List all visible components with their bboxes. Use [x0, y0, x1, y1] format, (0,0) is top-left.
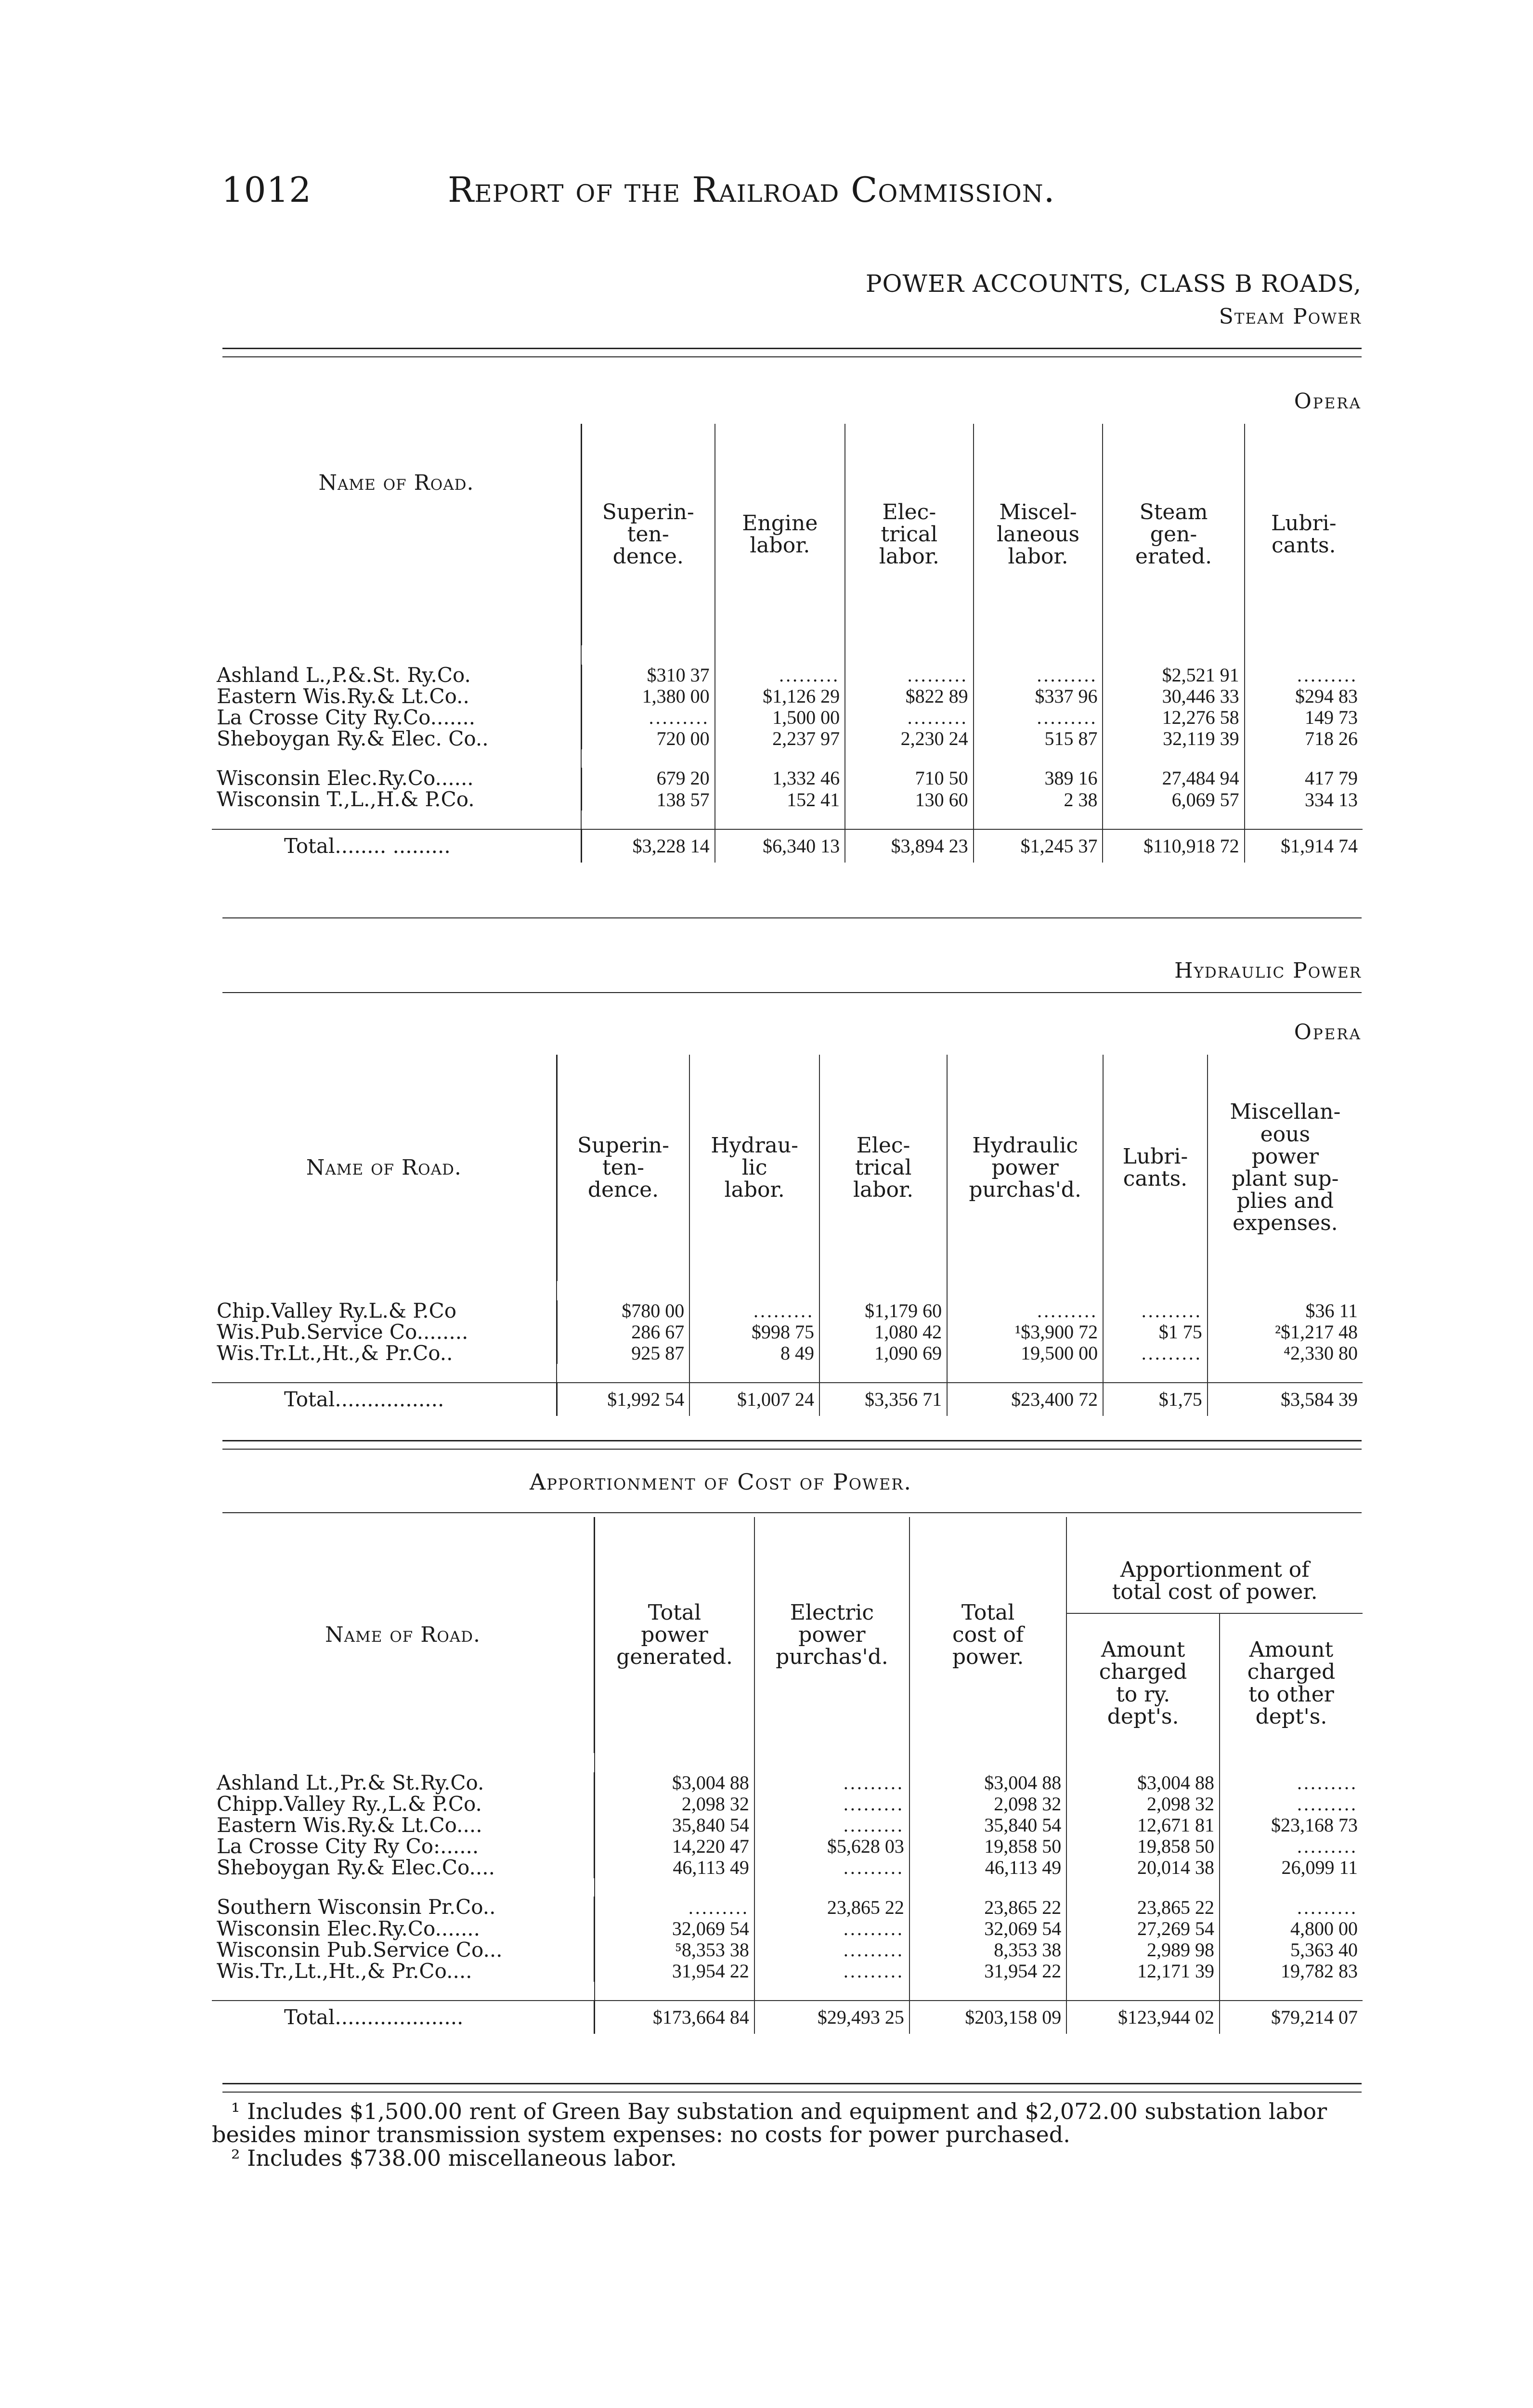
table-row — [212, 1815, 1363, 1836]
table-row — [212, 1961, 1363, 1982]
value-cell: $5,628 03 — [754, 1836, 909, 1857]
value-cell: 32,119 39 — [1103, 728, 1244, 749]
empty-cell: ......... — [754, 1961, 909, 1982]
value-cell: 152 41 — [715, 789, 845, 810]
app-col-total-cost: Total cost of power. — [909, 1517, 1066, 1753]
apportionment-title: Apportionment of Cost of Power. — [530, 1469, 912, 1495]
footnote-1: ¹ Includes $1,500.00 rent of Green Bay substation and equipment and $2,072.00 substation labor besides minor transmission system expenses: no costs for power purchased. — [212, 2098, 1327, 2148]
rule-bottom-apportionment-1 — [222, 2083, 1362, 2084]
value-cell: 31,954 22 — [909, 1961, 1066, 1982]
hydraulic-col-superintendence: Superin- ten- dence. — [557, 1055, 689, 1281]
steam-col-superintendence: Superin- ten- dence. — [581, 424, 715, 645]
value-cell: 8,353 38 — [909, 1939, 1066, 1961]
empty-cell: ......... — [845, 665, 974, 686]
empty-cell: ......... — [754, 1815, 909, 1836]
table-row — [212, 1300, 1363, 1322]
total-label: Total........ ......... — [212, 829, 581, 863]
total-value: $1,914 74 — [1245, 829, 1363, 863]
hydraulic-col-hydraulic-labor: Hydrau- lic labor. — [689, 1055, 819, 1281]
empty-cell: ......... — [754, 1772, 909, 1793]
total-value: $3,894 23 — [845, 829, 974, 863]
value-cell: 12,171 39 — [1066, 1961, 1220, 1982]
empty-cell: ......... — [581, 707, 715, 728]
empty-cell: ......... — [689, 1300, 819, 1322]
total-value: $1,007 24 — [689, 1383, 819, 1416]
value-cell: 925 87 — [557, 1343, 689, 1364]
road-name: Wis.Pub.Service Co........ — [217, 1320, 468, 1344]
value-cell: 30,446 33 — [1103, 686, 1244, 707]
rule-bottom-hydraulic-1 — [222, 1440, 1362, 1441]
hydraulic-power-table — [212, 1055, 1363, 1416]
steam-spacer — [212, 645, 1363, 665]
value-cell: 46,113 49 — [595, 1857, 754, 1878]
value-cell: 32,069 54 — [595, 1918, 754, 1939]
road-name: La Crosse City Ry.Co....... — [217, 706, 476, 730]
road-name: Eastern Wis.Ry.& Lt.Co.... — [217, 1813, 482, 1837]
road-name: Wisconsin Pub.Service Co... — [217, 1937, 503, 1962]
app-col-charged-other: Amount charged to other dept's. — [1220, 1613, 1363, 1753]
value-cell: 27,484 94 — [1103, 768, 1244, 789]
table-row — [212, 789, 1363, 810]
value-cell: 19,782 83 — [1220, 1961, 1363, 1982]
value-cell: 35,840 54 — [909, 1815, 1066, 1836]
value-cell: 2,098 32 — [595, 1793, 754, 1815]
empty-cell: ......... — [1103, 1300, 1208, 1322]
app-col-charged-ry: Amount charged to ry. dept's. — [1066, 1613, 1220, 1753]
empty-cell: ......... — [715, 665, 845, 686]
table-row — [212, 686, 1363, 707]
value-cell: 710 50 — [845, 768, 974, 789]
empty-cell: ......... — [754, 1939, 909, 1961]
table-row — [212, 1836, 1363, 1857]
rule-top-steam-2 — [222, 356, 1362, 357]
value-cell: 19,500 00 — [947, 1343, 1103, 1364]
steam-col-lubricants: Lubri- cants. — [1245, 424, 1363, 645]
steam-col-misc-labor: Miscel- laneous labor. — [974, 424, 1103, 645]
value-cell: 389 16 — [974, 768, 1103, 789]
hydraulic-col-misc: Miscellan- eous power plant sup- plies and expenses. — [1208, 1055, 1363, 1281]
value-cell: 23,865 22 — [1066, 1897, 1220, 1918]
value-cell: 1,080 42 — [819, 1322, 947, 1343]
steam-row-gap — [212, 749, 1363, 768]
rule-top-apportionment — [222, 1512, 1362, 1513]
footnote-2: ² Includes $738.00 miscellaneous labor. — [231, 2145, 677, 2171]
table-row — [212, 665, 1363, 686]
total-value: $3,228 14 — [581, 829, 715, 863]
steam-subtitle: Steam Power — [1219, 304, 1362, 329]
empty-cell: ......... — [754, 1857, 909, 1878]
total-value: $173,664 84 — [595, 2001, 754, 2034]
total-value: $110,918 72 — [1103, 829, 1244, 863]
hydraulic-spacer — [212, 1364, 1363, 1383]
value-cell: 2,098 32 — [909, 1793, 1066, 1815]
road-name: Wisconsin Elec.Ry.Co....... — [217, 1916, 481, 1940]
value-cell: 19,858 50 — [909, 1836, 1066, 1857]
table-row — [212, 1343, 1363, 1364]
value-cell: 8 49 — [689, 1343, 819, 1364]
value-cell: 26,099 11 — [1220, 1857, 1363, 1878]
road-name: Southern Wisconsin Pr.Co.. — [217, 1895, 496, 1919]
rule-bottom-apportionment-2 — [222, 2092, 1362, 2093]
value-cell: ⁵8,353 38 — [595, 1939, 754, 1961]
hydraulic-col-hydraulic-power: Hydraulic power purchas'd. — [947, 1055, 1103, 1281]
empty-cell: ......... — [1220, 1836, 1363, 1857]
value-cell: 23,865 22 — [909, 1897, 1066, 1918]
table-row — [212, 1857, 1363, 1878]
total-value: $29,493 25 — [754, 2001, 909, 2034]
empty-cell: ......... — [1220, 1897, 1363, 1918]
page-title: Report of the Railroad Commission. — [448, 170, 1055, 210]
value-cell: 2,230 24 — [845, 728, 974, 749]
empty-cell: ......... — [974, 665, 1103, 686]
app-col-total-generated: Total power generated. — [595, 1517, 754, 1753]
app-col-electric-purchased: Electric power purchas'd. — [754, 1517, 909, 1753]
total-row — [212, 829, 1363, 863]
empty-cell: ......... — [754, 1918, 909, 1939]
table-row — [212, 1918, 1363, 1939]
apportionment-spacer — [212, 1982, 1363, 2001]
value-cell: $36 11 — [1208, 1300, 1363, 1322]
value-cell: 31,954 22 — [595, 1961, 754, 1982]
value-cell: 23,865 22 — [754, 1897, 909, 1918]
road-name: La Crosse City Ry Co:...... — [217, 1834, 479, 1858]
table-row — [212, 1772, 1363, 1793]
value-cell: 149 73 — [1245, 707, 1363, 728]
empty-cell: ......... — [1220, 1793, 1363, 1815]
value-cell: 14,220 47 — [595, 1836, 754, 1857]
steam-power-table — [212, 424, 1363, 863]
steam-col-engine-labor: Engine labor. — [715, 424, 845, 645]
total-value: $1,245 37 — [974, 829, 1103, 863]
value-cell: ¹$3,900 72 — [947, 1322, 1103, 1343]
value-cell: 35,840 54 — [595, 1815, 754, 1836]
hydraulic-col-lubricants: Lubri- cants. — [1103, 1055, 1208, 1281]
road-name: Chipp.Valley Ry.,L.& P.Co. — [217, 1792, 482, 1816]
value-cell: $998 75 — [689, 1322, 819, 1343]
value-cell: $1 75 — [1103, 1322, 1208, 1343]
apportionment-name-header: Name of Road. — [325, 1622, 481, 1647]
apportionment-spacer — [212, 1753, 1363, 1772]
value-cell: ⁴2,330 80 — [1208, 1343, 1363, 1364]
value-cell: $3,004 88 — [1066, 1772, 1220, 1793]
steam-main-title: POWER ACCOUNTS, CLASS B ROADS, — [865, 270, 1362, 298]
road-name: Wis.Tr.Lt.,Ht.,& Pr.Co.. — [217, 1341, 453, 1365]
value-cell: 12,276 58 — [1103, 707, 1244, 728]
road-name: Chip.Valley Ry.L.& P.Co — [217, 1299, 457, 1322]
hydraulic-group-label: Opera — [1294, 1020, 1362, 1045]
empty-cell: ......... — [1103, 1343, 1208, 1364]
empty-cell: ......... — [1220, 1772, 1363, 1793]
total-row — [212, 2001, 1363, 2034]
value-cell: 20,014 38 — [1066, 1857, 1220, 1878]
value-cell: $23,168 73 — [1220, 1815, 1363, 1836]
value-cell: 1,500 00 — [715, 707, 845, 728]
value-cell: 679 20 — [581, 768, 715, 789]
value-cell: 32,069 54 — [909, 1918, 1066, 1939]
road-name: Eastern Wis.Ry.& Lt.Co.. — [217, 684, 469, 708]
total-value: $79,214 07 — [1220, 2001, 1363, 2034]
value-cell: 2,237 97 — [715, 728, 845, 749]
value-cell: $3,004 88 — [909, 1772, 1066, 1793]
value-cell: ²$1,217 48 — [1208, 1322, 1363, 1343]
total-value: $3,356 71 — [819, 1383, 947, 1416]
value-cell: 130 60 — [845, 789, 974, 810]
total-value: $23,400 72 — [947, 1383, 1103, 1416]
road-name: Wis.Tr.,Lt.,Ht.,& Pr.Co.... — [217, 1959, 472, 1983]
hydraulic-subtitle: Hydraulic Power — [1174, 958, 1362, 983]
steam-col-electrical-labor: Elec- trical labor. — [845, 424, 974, 645]
apportionment-table — [212, 1517, 1363, 2034]
value-cell: 19,858 50 — [1066, 1836, 1220, 1857]
total-label: Total................. — [212, 1383, 557, 1416]
steam-col-steam-generated: Steam gen- erated. — [1103, 424, 1244, 645]
apportionment-row-gap — [212, 1878, 1363, 1897]
value-cell: 6,069 57 — [1103, 789, 1244, 810]
rule-top-steam-1 — [222, 348, 1362, 349]
total-row — [212, 1383, 1363, 1416]
total-value: $123,944 02 — [1066, 2001, 1220, 2034]
hydraulic-name-header: Name of Road. — [306, 1155, 462, 1180]
table-row — [212, 1897, 1363, 1918]
table-row — [212, 728, 1363, 749]
empty-cell: ......... — [845, 707, 974, 728]
road-name: Sheboygan Ry.& Elec.Co.... — [217, 1856, 495, 1880]
value-cell: $3,004 88 — [595, 1772, 754, 1793]
value-cell: 718 26 — [1245, 728, 1363, 749]
value-cell: 515 87 — [974, 728, 1103, 749]
empty-cell: ......... — [595, 1897, 754, 1918]
steam-spacer — [212, 811, 1363, 829]
rule-bottom-hydraulic-2 — [222, 1449, 1362, 1450]
value-cell: 4,800 00 — [1220, 1918, 1363, 1939]
value-cell: $1,126 29 — [715, 686, 845, 707]
total-value: $203,158 09 — [909, 2001, 1066, 2034]
value-cell: 2,098 32 — [1066, 1793, 1220, 1815]
value-cell: $822 89 — [845, 686, 974, 707]
total-label: Total.................... — [212, 2001, 595, 2034]
value-cell: 720 00 — [581, 728, 715, 749]
total-value: $1,75 — [1103, 1383, 1208, 1416]
road-name: Wisconsin T.,L.,H.& P.Co. — [217, 787, 475, 811]
value-cell: 1,332 46 — [715, 768, 845, 789]
total-value: $1,992 54 — [557, 1383, 689, 1416]
steam-name-header: Name of Road. — [318, 471, 474, 495]
value-cell: 5,363 40 — [1220, 1939, 1363, 1961]
empty-cell: ......... — [754, 1793, 909, 1815]
value-cell: 1,090 69 — [819, 1343, 947, 1364]
value-cell: $337 96 — [974, 686, 1103, 707]
value-cell: 1,380 00 — [581, 686, 715, 707]
value-cell: $2,521 91 — [1103, 665, 1244, 686]
value-cell: 417 79 — [1245, 768, 1363, 789]
steam-group-label: Opera — [1294, 389, 1362, 414]
table-row — [212, 707, 1363, 728]
value-cell: 138 57 — [581, 789, 715, 810]
hydraulic-col-electrical-labor: Elec- trical labor. — [819, 1055, 947, 1281]
hydraulic-spacer — [212, 1281, 1363, 1300]
value-cell: 27,269 54 — [1066, 1918, 1220, 1939]
value-cell: 46,113 49 — [909, 1857, 1066, 1878]
app-group-header: Apportionment of total cost of power. — [1066, 1517, 1363, 1613]
footnotes — [212, 2100, 1363, 2170]
road-name: Wisconsin Elec.Ry.Co...... — [217, 766, 474, 790]
page-number: 1012 — [221, 170, 312, 210]
value-cell: 12,671 81 — [1066, 1815, 1220, 1836]
value-cell: 2,989 98 — [1066, 1939, 1220, 1961]
empty-cell: ......... — [947, 1300, 1103, 1322]
value-cell: $780 00 — [557, 1300, 689, 1322]
table-row — [212, 1939, 1363, 1961]
table-row — [212, 1322, 1363, 1343]
road-name: Ashland L.,P.&.St. Ry.Co. — [217, 663, 471, 687]
value-cell: $1,179 60 — [819, 1300, 947, 1322]
empty-cell: ......... — [1245, 665, 1363, 686]
value-cell: $294 83 — [1245, 686, 1363, 707]
rule-top-hydraulic — [222, 992, 1362, 993]
table-row — [212, 1793, 1363, 1815]
value-cell: $310 37 — [581, 665, 715, 686]
total-value: $3,584 39 — [1208, 1383, 1363, 1416]
rule-bottom-steam — [222, 917, 1362, 918]
value-cell: 2 38 — [974, 789, 1103, 810]
value-cell: 286 67 — [557, 1322, 689, 1343]
road-name: Sheboygan Ry.& Elec. Co.. — [217, 727, 489, 751]
total-value: $6,340 13 — [715, 829, 845, 863]
road-name: Ashland Lt.,Pr.& St.Ry.Co. — [217, 1771, 484, 1794]
table-row — [212, 768, 1363, 789]
empty-cell: ......... — [974, 707, 1103, 728]
value-cell: 334 13 — [1245, 789, 1363, 810]
